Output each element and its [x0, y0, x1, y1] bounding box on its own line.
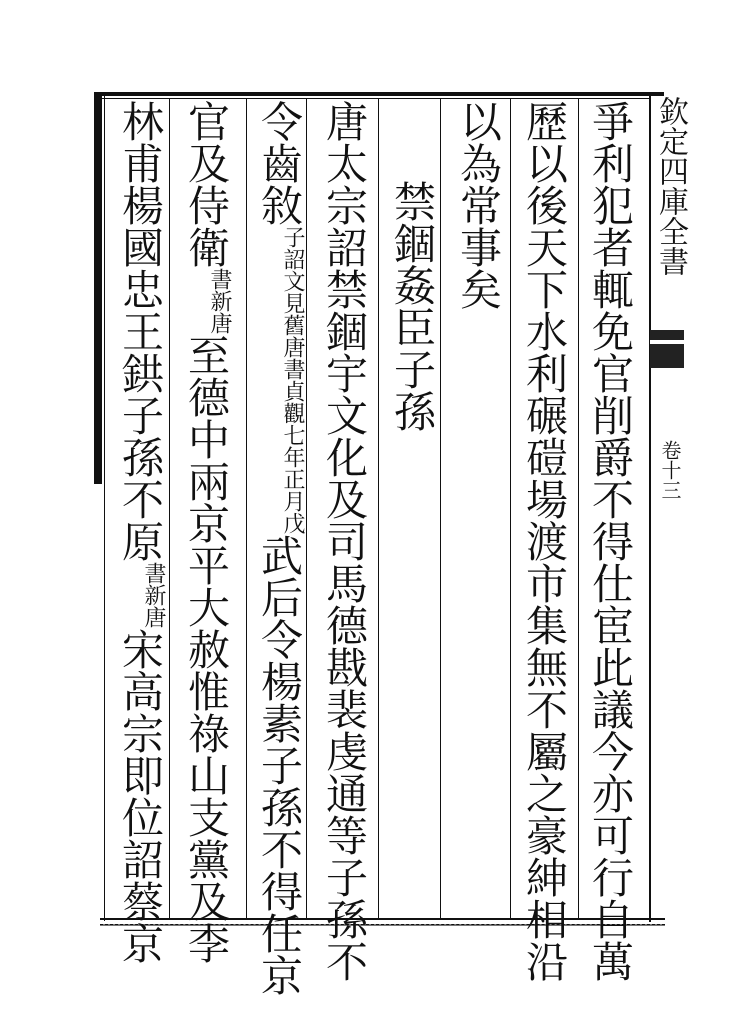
text-column-1: 爭利犯者輒免官削爵不得仕宦此議今亦可行自萬: [586, 100, 635, 982]
margin-fishtail-gap: [650, 340, 688, 344]
inline-note-line: 新唐: [207, 290, 232, 334]
column-rule: [440, 98, 441, 918]
inline-note-line: 書: [207, 268, 232, 290]
text-run: 令齒敘: [255, 100, 304, 226]
column-rule: [378, 98, 379, 918]
frame-top-border: [94, 92, 664, 96]
text-column-2: 歷以後天下水利碾磑場渡市集無不屬之豪紳相沿: [520, 100, 569, 982]
inline-note-line: 貞觀七年正月戊: [280, 380, 305, 534]
inline-note: [280, 226, 305, 534]
frame-left-border: [94, 92, 102, 484]
column-rule: [510, 98, 511, 918]
inline-note: [141, 562, 166, 628]
frame-left-inner-border: [104, 96, 105, 921]
inline-note-line: 書: [141, 562, 166, 584]
book-title: 欽定四庫全書: [653, 96, 688, 276]
text-run: 至德中兩京平大赦惟祿山支黨及李: [182, 334, 231, 964]
text-run: 林甫楊國忠王鉷子孫不原: [116, 100, 165, 562]
text-column-6: [253, 100, 305, 996]
column-rule: [578, 98, 579, 918]
column-rule: [169, 98, 170, 918]
text-column-8: [114, 100, 166, 964]
section-heading: 禁錮姦臣子孫: [388, 180, 437, 432]
frame-top-inner-border: [94, 98, 649, 99]
margin-fishtail-mark: [650, 330, 684, 368]
text-run: 官及侍衛: [182, 100, 231, 268]
text-column-5: 唐太宗詔禁錮宇文化及司馬德戡裴虔通等子孫不: [320, 100, 369, 982]
text-column-7: [180, 100, 232, 964]
volume-number: 卷十三: [658, 440, 682, 500]
text-column-3: 以為常事矣: [454, 100, 503, 310]
inline-note: [207, 268, 232, 334]
text-run: 宋高宗即位詔蔡京: [116, 628, 165, 964]
column-rule: [306, 98, 307, 918]
inline-note-line: 新唐: [141, 584, 166, 628]
column-rule: [246, 98, 247, 918]
inline-note-line: 子詔文見舊唐書: [280, 226, 305, 380]
text-run: 武后令楊素子孫不得任京: [255, 534, 304, 996]
